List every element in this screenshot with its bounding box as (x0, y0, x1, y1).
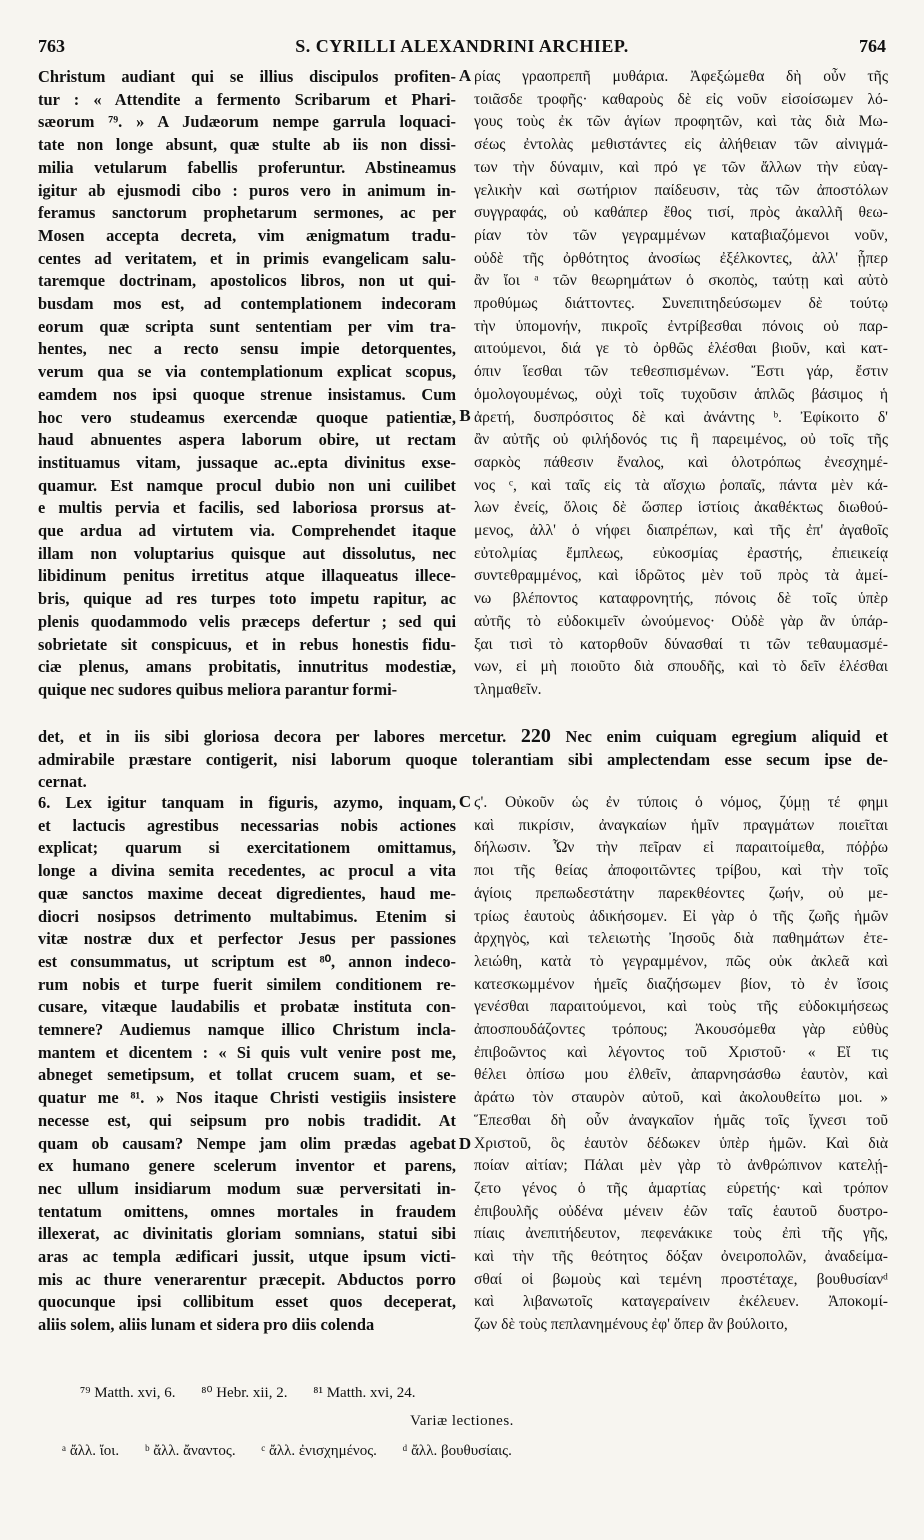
greek-text-line: γενέσθαι παραιτούμενοι, καὶ τοὺς τῆς εὐδοκιμήσεως (474, 998, 888, 1016)
greek-text-line: των τὴν δύναμιν, καὶ πρό γε τῶν ἄλλων τὴν εὐαγ- (474, 158, 888, 176)
greek-text-line: γους τοὺς ἐκ τῶν ἁγίων προφητῶν, καὶ τὰς διὰ Μω- (474, 113, 888, 131)
greek-text-line: συντεθραμμένος, καὶ ἱδρῶτος μὲν τοῦ πρὸς τὰ ἀμεί- (474, 567, 888, 585)
latin-text-line: rum nobis et turpe fuerit similem conditionem re- (38, 974, 456, 994)
greek-text-line: Ἕπεσθαι δὴ οὖν ἀναγκαῖον ἡμᾶς τοῖς ἴχνεσι τοῦ (474, 1111, 888, 1129)
greek-text-line: νος ᶜ, καὶ ταῖς εἰς τὰ αἴσχιω ῥοπαῖς, πάντα μὲν κά- (474, 476, 888, 494)
latin-text-line: explicat; quarum si exercitationem omittamus, (38, 838, 456, 858)
latin-text-line: quocunque ipsi collibitum esset quos deceperat, (38, 1292, 456, 1312)
greek-text-line: προθύμως διάττοντες. Συνεπιτηδεύσωμεν δὲ τούτῳ (474, 295, 888, 313)
greek-text-line: ποι τῆς θείας ἀποφοιτῶντες τρίβου, καὶ τὴν τοῖς (474, 862, 888, 880)
latin-text-line: bris, quique ad res turpes toto impetu rapitur, ac (38, 589, 456, 609)
latin-text-line: et lactucis agrestibus necessarias nobis actiones (38, 815, 456, 835)
greek-text-line: τλημαθεῖν. (474, 680, 542, 698)
greek-text-line: δήλωσιν. Ὧν τὴν πεῖραν εἰ παραιτοίμεθα, πόῤῥω (474, 839, 888, 857)
full-width-paragraph (38, 725, 888, 794)
latin-text-line: milia vetularum fabellis proferuntur. Abstineamus (38, 157, 456, 177)
section-marker-a: A (458, 66, 472, 85)
greek-text-line: αὐτῆς τὸ εὐδοκιμεῖν ὠνούμενος· Οὐδὲ γὰρ ἂν ὑπάρ- (474, 612, 888, 630)
latin-text-line: verum qua se via contemplationum explicat scopus, (38, 362, 456, 382)
greek-column-bottom (474, 792, 888, 1337)
greek-text-line: ἐπιβοῶντος καὶ λέγοντος τοῦ Χριστοῦ· « Εἴ τις (474, 1043, 888, 1061)
latin-text-line: illam non voluptarius quisque aut dissolutus, nec (38, 543, 456, 563)
latin-text-line: aliis solem, aliis lunam et sidera pro diis colenda (38, 1315, 375, 1335)
latin-text-line: Christum audiant qui se illius discipulos profiten- (38, 67, 456, 86)
full-width-line-2: admirabile præstare contigerit, nisi laborum quoque tolerantiam sibi amplectendam esse secum ipse de- (38, 749, 888, 769)
greek-text-line: σαρκὸς πάθεσιν ἔναλος, καὶ ὁλοτρόπως ἐνεσχημέ- (474, 453, 888, 471)
greek-text-line: Χριστοῦ, ὃς ἑαυτὸν δέδωκεν ὑπὲρ ἡμῶν. Καὶ διὰ (474, 1134, 888, 1152)
latin-text-line: tate non longe absunt, quæ stulte ab iis non dissi- (38, 135, 456, 155)
full-width-line-3: cernat. (38, 772, 87, 792)
greek-text-line: ἂν αὐτῆς οὐ φιλήδονός τις ἢ παρειμένος, οὐ τοῖς τῆς (474, 431, 888, 449)
column-number: 220 (520, 725, 551, 747)
latin-text-line: nec ullum insidiarum modum suæ perversitati in- (38, 1178, 456, 1198)
running-header (38, 36, 886, 60)
latin-text-line: tentatum omittens, omnes mortales in fraudem (38, 1201, 456, 1221)
section-marker-d: D (458, 1134, 472, 1153)
latin-text-line: temnere? Audiemus namque illico Christum incla- (38, 1020, 456, 1040)
latin-text-line: longe a divina semita recedentes, ac procul a vita (38, 861, 456, 881)
greek-text-line: ἀρετή, δυσπρόσιτος δὲ καὶ ἀνάντης ᵇ. Ἐφίκοιτο δ' (474, 408, 888, 426)
latin-text-line: necesse est, qui seipsum pro nobis tradidit. At (38, 1110, 456, 1130)
greek-text-line: κατεσκωμμένον ἡμεῖς διαζήσωμεν βίον, τὸ ἐν ἴσοις (474, 975, 888, 993)
latin-text-line: hoc vero studeamus exercendæ quoque patientiæ, (38, 407, 456, 427)
greek-text-line: τοιᾶσδε τροφῆς· καθαροὺς δὲ εἰς νοῦν εἰσοίσωμεν λό- (474, 90, 888, 108)
latin-text-line: e multis pervia et facilis, sed laboriosa prorsus at- (38, 498, 456, 518)
latin-text-line: plenis quodammodo velis præceps defertur ; sed qui (38, 611, 456, 631)
latin-text-line: quatur me ⁸¹. » Nos itaque Christi vestigiis insistere (38, 1088, 456, 1108)
greek-text-line: ρίαν τὸν τῶν γεγραμμένων καταβιαζόμενοι νοῦν, (474, 226, 888, 244)
footnotes (80, 1383, 437, 1402)
full-width-line-1: det, et in iis sibi gloriosa decora per labores mercetur. 220 Nec enim cuiquam egregium aliquid et (38, 725, 888, 747)
latin-text-line: feramus sanctorum prophetarum sermones, ac per (38, 203, 456, 223)
greek-text-line: ζετο γένος ὁ τῆς ἁμαρτίας εὑρετής· καὶ τρόπον (474, 1179, 888, 1197)
greek-text-line: νων, εἰ μὴ ποιοῦτο διὰ σπουδῆς, καὶ τὸ δεῖν ἑλέσθαι (474, 658, 888, 676)
variant-reading: ᵃ ἄλλ. ἴοι. (62, 1443, 120, 1459)
greek-text-line: ϛ'. Οὐκοῦν ὡς ἐν τύποις ὁ νόμος, ζύμῃ τέ φημι (474, 794, 888, 811)
greek-text-line: πίαις ἀνεπιτήδευτον, πεφενάκικε τοὺς ἐπὶ τῆς γῆς, (474, 1225, 888, 1243)
footnote: ⁸⁰ Hebr. xii, 2. (201, 1385, 288, 1401)
latin-column-top (38, 66, 456, 702)
footnote: ⁷⁹ Matth. xvi, 6. (80, 1385, 176, 1401)
variant-readings (62, 1443, 534, 1460)
latin-text-line: mis ac thure venerarentur præcepit. Abductos porro (38, 1269, 456, 1289)
greek-text-line: όπιν ἵεσθαι τῶν τεθεσπισμένων. Ἔστι γάρ, ἔστιν (474, 363, 888, 381)
greek-text-line: ζων δὲ τοὺς πεπλανημένους ἐφ' ὅπερ ἂν βούλοιτο, (474, 1316, 788, 1334)
greek-text-line: καὶ τὴν τῆς θεότητος δόξαν ὀνειροπολῶν, ἀναδείμα- (474, 1248, 888, 1266)
greek-text-line: λειώθη, κατὰ τὸ γεγραμμένον, πῶς οὐκ ἀκλεᾶ καὶ (474, 952, 888, 970)
latin-text-line: diocri nosipsos detrimento multabimus. Etenim si (38, 906, 456, 926)
greek-text-line: ἀρχηγὸς, καὶ τελειωτὴς Ἰησοῦς διὰ παθημάτων ἐτε- (474, 930, 888, 948)
latin-text-line: hentes, nec a recto sensu impie detorquentes, (38, 339, 456, 359)
greek-text-line: σέως ἐντολὰς μεθιστάντες εἰς ἀλήθειαν τῶν αἰνιγμά- (474, 136, 888, 154)
latin-text-line: quamur. Est namque procul dubio non uni cuilibet (38, 475, 456, 495)
latin-text-line: sæorum ⁷⁹. » A Judæorum nempe garrula loquaci- (38, 112, 456, 132)
latin-text-line: illexerat, ac divinitatis gloriam somnians, statui sibi (38, 1224, 456, 1244)
latin-text-line: busdam mos est, ad contemplationem indecoram (38, 294, 456, 314)
latin-text-line: que ardua ad virtutem via. Comprehendet itaque (38, 521, 456, 541)
greek-text-line: ἀράτω τὸν σταυρὸν αὐτοῦ, καὶ ἀκολουθείτω μοι. » (474, 1089, 888, 1107)
greek-text-line: ποίαν αἰτίαν; Πάλαι μὲν γὰρ τὸ ἀνθρώπινον κατελῄ- (474, 1157, 888, 1175)
footnote: ⁸¹ Matth. xvi, 24. (313, 1385, 416, 1401)
greek-text-line: συγγραφάς, οὐ καθάπερ ἔθος τισί, πρὸς ἀκαλλῆ θεω- (474, 204, 888, 222)
latin-text-line: est consummatus, ut scriptum est ⁸⁰, annon indeco- (38, 951, 456, 971)
latin-text-line: vitæ nostræ dux et perfector Jesus per passiones (38, 929, 456, 949)
greek-text-line: ἂν ἴοι ᵃ τῶν θεωρημάτων ὁ σκοπὸς, ταύτῃ καὶ αὐτὸ (474, 272, 888, 290)
section-marker-c: C (458, 792, 472, 811)
greek-text-line: ρίας γραοπρεπῆ μυθάρια. Ἀφεξώμεθα δὴ οὖν τῆς (474, 68, 888, 85)
latin-text-line: instituamus vitam, jussaque ac..epta divinitus exse- (38, 452, 456, 472)
variant-reading: ᵇ ἄλλ. ἄναντος. (144, 1443, 236, 1459)
greek-text-line: μενος, ἀλλ' ὁ νήφει διαπρέπων, καὶ τῆς ἐπ' ἀγαθοῖς (474, 522, 888, 540)
greek-text-line: καὶ πικρίσιν, ἀναγκαίων ἡμῖν πραγμάτων ποιεῖται (474, 816, 888, 834)
greek-text-line: ἐπιβουλῆς οὐδένα μένειν ἐῶν ταῖς ἑαυτοῦ δυστρο- (474, 1202, 888, 1220)
variant-reading: ᶜ ἄλλ. ἐνισχημένος. (261, 1443, 377, 1459)
latin-text-line: sobrietate sit conspicuus, et in rebus honestis fidu- (38, 634, 456, 654)
greek-text-line: τρίως ἑαυτοὺς ἀδικήσομεν. Εἰ γὰρ ὁ τῆς ζωῆς ἡμῶν (474, 907, 888, 925)
greek-text-line: οὐδὲ τῆς ὀρθότητος ἀνοσίως ἐξέλκοντες, ἀλλ' ᾗπερ (474, 249, 888, 267)
latin-text-line: tur : « Attendite a fermento Scribarum et Phari- (38, 89, 456, 109)
greek-text-line: λων ἐνείς, ὅλοις δὲ ὥσπερ ἱστίοις ἀκαθέκτως διωθού- (474, 499, 888, 517)
latin-text-line: abneget semetipsum, et tollat crucem suam, et se- (38, 1065, 456, 1085)
greek-text-line: καὶ λιβανωτοῖς καταγεραίνειν ἐκέλευεν. Ἀποκομί- (474, 1293, 888, 1311)
latin-text-line: igitur ab ejusmodi cibo : puros vero in animum in- (38, 180, 456, 200)
greek-text-line: ὁμολογουμένως, οὐχὶ τοῖς τυχοῦσιν ἁπλῶς βάσιμος ἡ (474, 385, 888, 403)
latin-text-line: eamdem nos ipsi quoque strenue insistamus. Cum (38, 384, 456, 404)
variant-reading: ᵈ ἄλλ. βουθυσίαις. (402, 1443, 512, 1459)
left-page-number: 763 (38, 36, 65, 56)
latin-column-bottom (38, 792, 456, 1337)
latin-text-line: quam ob causam? Nempe jam olim prædas agebat (38, 1133, 456, 1153)
greek-text-line: τὴν ὑπομονήν, πικροῖς ἐντρίβεσθαι πόνοις οὐ παρ- (474, 317, 888, 335)
greek-column-top (474, 66, 888, 702)
greek-text-line: εὐτολμίας ἔμπλεως, εὐκοσμίας ἐραστής, ἐπιεικείᾳ (474, 544, 888, 562)
latin-text-line: ex humano genere scelerum inventor et parens, (38, 1156, 456, 1176)
greek-text-line: νω βλέποντος καταφρονητής, πόνοις δὲ τοῖς ὑπὲρ (474, 590, 888, 608)
greek-text-line: θέλει ὀπίσω μου ἐλθεῖν, ἀπαρνησάσθω ἑαυτὸν, καὶ (474, 1066, 888, 1084)
latin-text-line: taremque doctrinam, apostolicos libros, non ut qui- (38, 271, 456, 291)
right-page-number: 764 (858, 36, 886, 56)
latin-text-line: centes ad veritatem, et in primis evangelicam salu- (38, 248, 456, 268)
greek-text-line: ξαι τισὶ τὸ κατορθοῦν δύνασθαί τι τῶν τεθαυμασμέ- (474, 635, 888, 653)
greek-text-line: ἁγίοις πρεπωδεστάτην παρεκθέοντες ζωήν, οὐ με- (474, 884, 888, 902)
latin-text-line: eorum quæ scripta sunt sententiam per vim tra- (38, 316, 456, 336)
variae-lectiones-title: Variæ lectiones. (410, 1413, 514, 1429)
latin-text-line: 6. Lex igitur tanquam in figuris, azymo, inquam, (38, 793, 456, 812)
latin-text-line: quæ sanctos maxime deceat digredientes, haud me- (38, 883, 456, 903)
latin-text-line: haud abnuentes aspera laborum obire, ut rectam (38, 430, 456, 450)
running-title: S. CYRILLI ALEXANDRINI ARCHIEP. (295, 36, 629, 56)
greek-text-line: αιτούμενοι, διά γε τὸ ὀρθῶς ἑλέσθαι βιοῦν, καὶ κατ- (474, 340, 888, 358)
greek-text-line: σθαί οἱ βωμοὺς καὶ τεμένη προστέταχε, βουθυσίανᵈ (474, 1270, 888, 1288)
latin-text-line: libidinum penitus irretitus atque illaqueatus illece- (38, 566, 456, 586)
greek-text-line: ἀποσπουδάζοντες τρόπους; Ἀκουσόμεθα γὰρ εὐθὺς (474, 1021, 888, 1039)
latin-text-line: Mosen accepta decreta, vim ænigmatum tradu- (38, 225, 456, 245)
latin-text-line: cusare, vitæque laudabilis et probatæ instituta con- (38, 997, 456, 1017)
latin-text-line: aras ac templa ædificari jussit, utque ipsum victi- (38, 1247, 456, 1267)
section-marker-b: B (459, 406, 471, 425)
latin-text-line: ciæ plenus, amans probitatis, innutritus modestiæ, (38, 657, 456, 677)
greek-text-line: γελικὴν καὶ σωτήριον παίδευσιν, τὰς τῶν ἀποστόλων (474, 181, 888, 199)
latin-text-line: mantem et dicentem : « Si quis vult venire post me, (38, 1042, 456, 1062)
latin-text-line: quique nec sudores quibus meliora parantur formi- (38, 679, 398, 699)
